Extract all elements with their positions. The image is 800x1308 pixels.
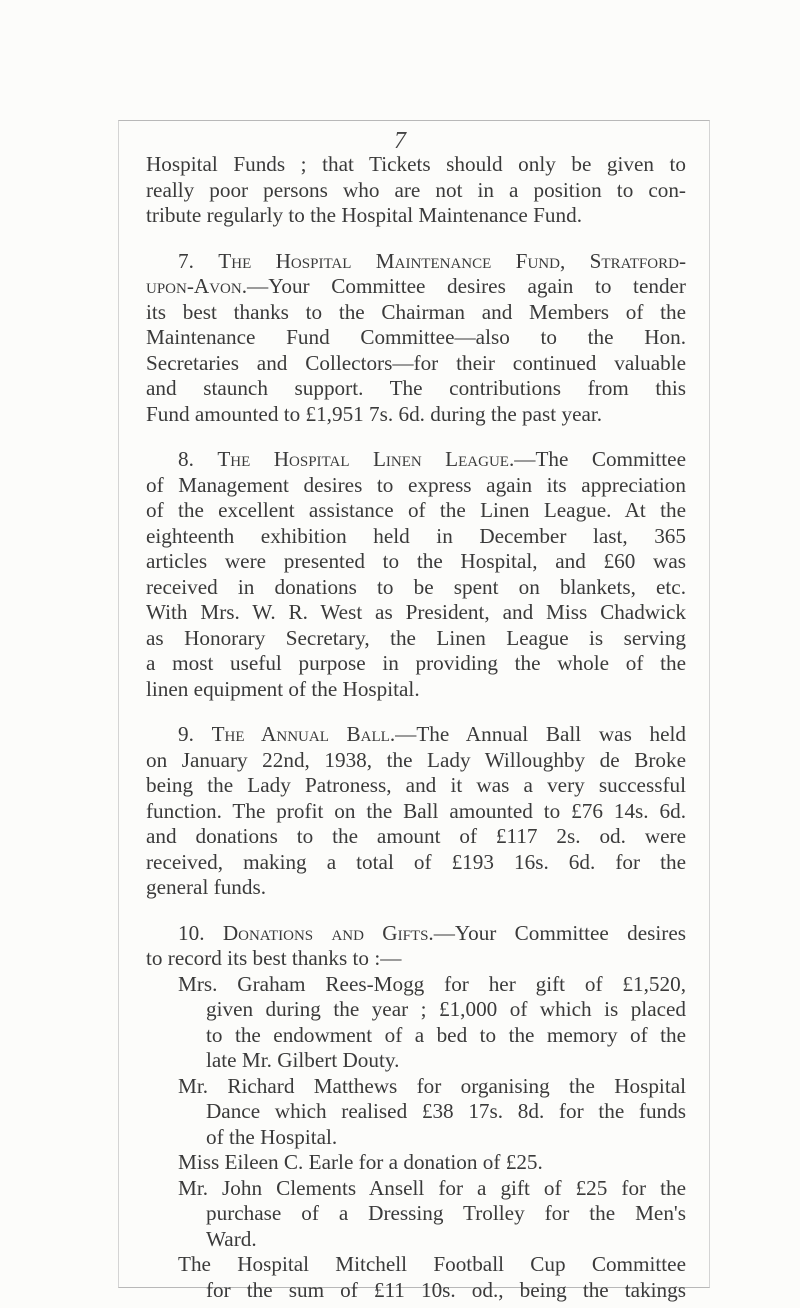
text-line: [146, 274, 686, 300]
text-line: tribute regularly to the Hospital Maintenance Fund.: [146, 203, 582, 227]
page-number: 7: [394, 128, 406, 154]
donation-item-continued: to the endowment of a bed to the memory of the: [206, 1022, 686, 1047]
text-line: of the excellent assistance of the Linen League. At the: [146, 498, 686, 522]
text-line: of Management desires to express again its appreciation: [146, 472, 686, 497]
donation-item-continued: Ward.: [206, 1226, 257, 1251]
donation-item-continued: of the Hospital.: [206, 1124, 338, 1149]
section-number: 10.: [178, 920, 223, 945]
text-line: general funds.: [146, 875, 267, 899]
section-heading: The Annual Ball.: [211, 722, 396, 746]
text-line: a most useful purpose in providing the whole of the: [146, 651, 686, 675]
text-line: really poor persons who are not in a position to con-: [146, 177, 686, 202]
text-line: and staunch support. The contributions from this: [146, 376, 686, 400]
text-span: —The Committee: [514, 447, 686, 471]
text-line: and donations to the amount of £117 2s. od. were: [146, 824, 686, 848]
donation-item: Mr. John Clements Ansell for a gift of £25 for the: [178, 1175, 686, 1200]
section-number: 8.: [178, 447, 218, 471]
text-span: —Your Committee desires again to tender: [247, 274, 686, 298]
text-line: received, making a total of £193 16s. 6d. for the: [146, 849, 686, 874]
donation-item: Miss Eileen C. Earle for a donation of £25.: [178, 1150, 543, 1174]
section-10-heading-line: [146, 921, 686, 947]
donation-item: Mr. Richard Matthews for organising the Hospital: [178, 1073, 686, 1098]
donation-item-continued: for the sum of £11 10s. od., being the takings: [206, 1277, 686, 1302]
text-line: Secretaries and Collectors—for their continued valuable: [146, 350, 686, 375]
text-line: function. The profit on the Ball amounted to £76 14s. 6d.: [146, 798, 686, 823]
section-9-heading-line: [146, 722, 686, 748]
donation-item: Mrs. Graham Rees-Mogg for her gift of £1,520,: [178, 971, 686, 996]
document-body: [146, 152, 686, 1303]
donation-item-continued: Dance which realised £38 17s. 8d. for the funds: [206, 1099, 686, 1123]
text-line: Maintenance Fund Committee—also to the Hon.: [146, 325, 686, 349]
text-span: —Your Committee desires: [433, 920, 686, 945]
donation-item-continued: late Mr. Gilbert Douty.: [206, 1048, 400, 1072]
text-line: With Mrs. W. R. West as President, and Miss Chadwick: [146, 600, 686, 624]
section-heading: Donations and Gifts.: [222, 920, 434, 945]
section-8-heading-line: [146, 447, 686, 473]
donation-item-continued: given during the year ; £1,000 of which is placed: [206, 997, 686, 1021]
text-line: being the Lady Patroness, and it was a very successful: [146, 773, 686, 797]
donation-item: The Hospital Mitchell Football Cup Committee: [178, 1252, 686, 1276]
text-line: on January 22nd, 1938, the Lady Willoughby de Broke: [146, 747, 686, 772]
text-line: Hospital Funds ; that Tickets should only be given to: [146, 152, 686, 176]
section-7-heading-line: [146, 249, 686, 275]
section-heading: The Hospital Linen League.: [217, 447, 515, 471]
text-line: its best thanks to the Chairman and Members of the: [146, 299, 686, 324]
text-line: linen equipment of the Hospital.: [146, 676, 420, 701]
text-line: as Honorary Secretary, the Linen League is serving: [146, 625, 686, 650]
text-line: eighteenth exhibition held in December last, 365: [146, 523, 686, 548]
section-heading: upon-Avon.: [146, 274, 247, 298]
text-line: articles were presented to the Hospital, and £60 was: [146, 549, 686, 573]
section-number: 7.: [178, 248, 219, 273]
text-line: Fund amounted to £1,951 7s. 6d. during the past year.: [146, 401, 603, 426]
section-number: 9.: [178, 722, 212, 746]
text-line: received in donations to be spent on blankets, etc.: [146, 574, 686, 599]
text-span: —The Annual Ball was held: [395, 722, 686, 746]
text-line: to record its best thanks to :—: [146, 946, 402, 970]
donation-item-continued: purchase of a Dressing Trolley for the Men's: [206, 1201, 686, 1225]
section-heading: The Hospital Maintenance Fund, Stratford-: [218, 248, 686, 273]
